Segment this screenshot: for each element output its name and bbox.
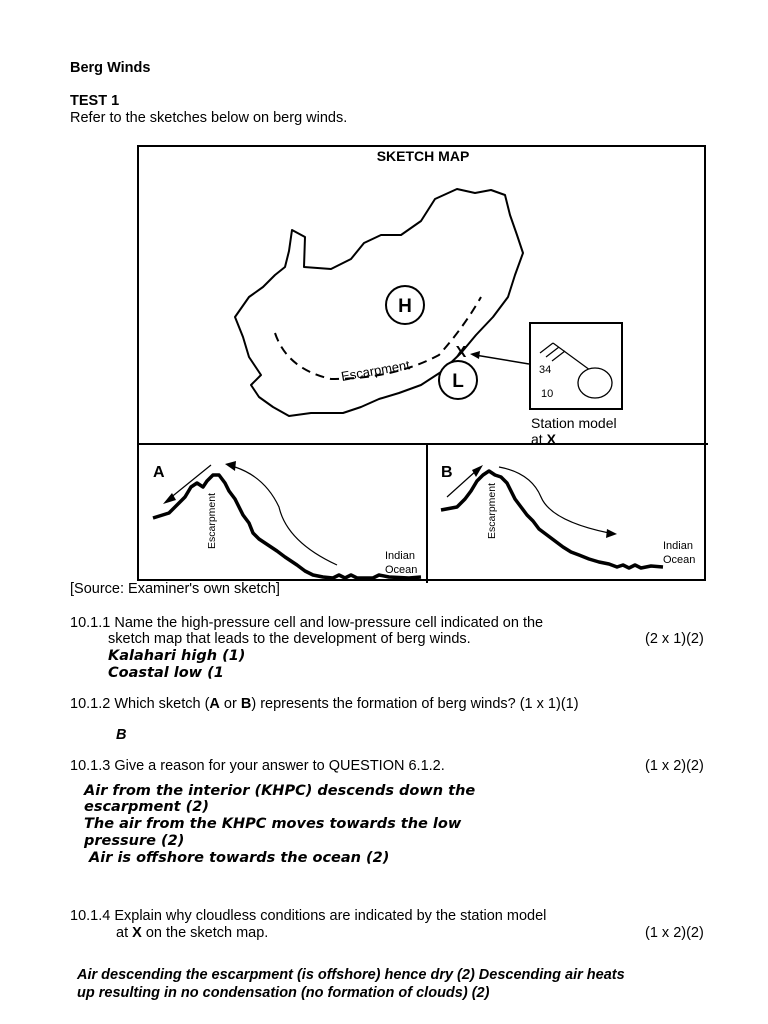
sketch-a-escarpment-label: Escarpment [206,492,218,549]
question-10-1-1-line1: 10.1.1 Name the high-pressure cell and low-pressure cell indicated on the [70,615,544,631]
sketch-b-escarpment-label: Escarpment [486,482,498,539]
question-10-1-1-marks: (2 x 1)(2) [645,631,704,647]
sketch-b-curved-arrowhead [606,529,617,538]
high-pressure-label: H [398,296,412,317]
sketch-figure [137,145,706,581]
intro-text: Refer to the sketches below on berg winds. [70,110,348,126]
question-10-1-4-marks: (1 x 2)(2) [645,925,704,941]
station-temperature: 34 [539,364,552,376]
sketch-b-ocean-line2: Ocean [663,554,696,566]
answer-10-1-3-line1: Air from the interior (KHPC) descends down the [84,783,476,799]
x-pointer-arrowhead [470,351,480,359]
source-note: [Source: Examiner's own sketch] [70,581,280,597]
sketch-b-terrain [441,471,663,568]
sketch-b-letter: B [441,464,453,481]
station-caption-line1: Station model [531,415,617,431]
test-label: TEST 1 [70,93,120,109]
answer-10-1-3-line3: The air from the KHPC moves towards the low [84,816,462,832]
question-10-1-3: 10.1.3 Give a reason for your answer to QUESTION 6.1.2. [70,758,445,774]
station-caption-line2: at X [531,431,556,447]
sketch-b-ocean-line1: Indian [663,540,693,552]
question-10-1-2: 10.1.2 Which sketch (A or B) represents the formation of berg winds? (1 x 1)(1) [70,696,579,712]
document-heading: Berg Winds [70,60,151,76]
sketch-svg [139,147,708,583]
answer-10-1-3-line2: escarpment (2) [84,799,209,815]
sketch-a-ocean-line2: Ocean [385,564,418,576]
answer-10-1-4-line1: Air descending the escarpment (is offshore) hence dry (2) Descending air heats [77,967,625,983]
answer-10-1-1-line1: Kalahari high (1) [108,648,246,664]
station-dewpoint: 10 [541,388,554,400]
question-10-1-3-marks: (1 x 2)(2) [645,758,704,774]
sketch-map-title: SKETCH MAP [376,148,470,164]
answer-10-1-2: B [116,727,127,743]
escarpment-label: Escarpment [339,357,411,384]
x-marker-label: X [455,344,467,361]
x-pointer-arrow [475,355,529,364]
sketch-a-curved-arrow [235,467,337,565]
answer-10-1-4-line2: up resulting in no condensation (no formation of clouds) (2) [77,985,490,1001]
answer-10-1-3-line5: Air is offshore towards the ocean (2) [84,850,390,866]
question-10-1-1-line2: sketch map that leads to the development of berg winds. [108,631,471,647]
sketch-a-ocean-line1: Indian [385,550,415,562]
answer-10-1-3-line4: pressure (2) [84,833,185,849]
question-10-1-4-line2: at X on the sketch map. [116,925,269,941]
low-pressure-label: L [452,371,464,392]
sketch-a-letter: A [153,464,165,481]
sketch-a-curved-arrowhead [225,461,236,471]
question-10-1-4-line1: 10.1.4 Explain why cloudless conditions are indicated by the station model [70,908,547,924]
south-africa-outline [235,189,523,416]
answer-10-1-1-line2: Coastal low (1 [108,665,224,681]
station-cloud-circle [578,368,612,398]
